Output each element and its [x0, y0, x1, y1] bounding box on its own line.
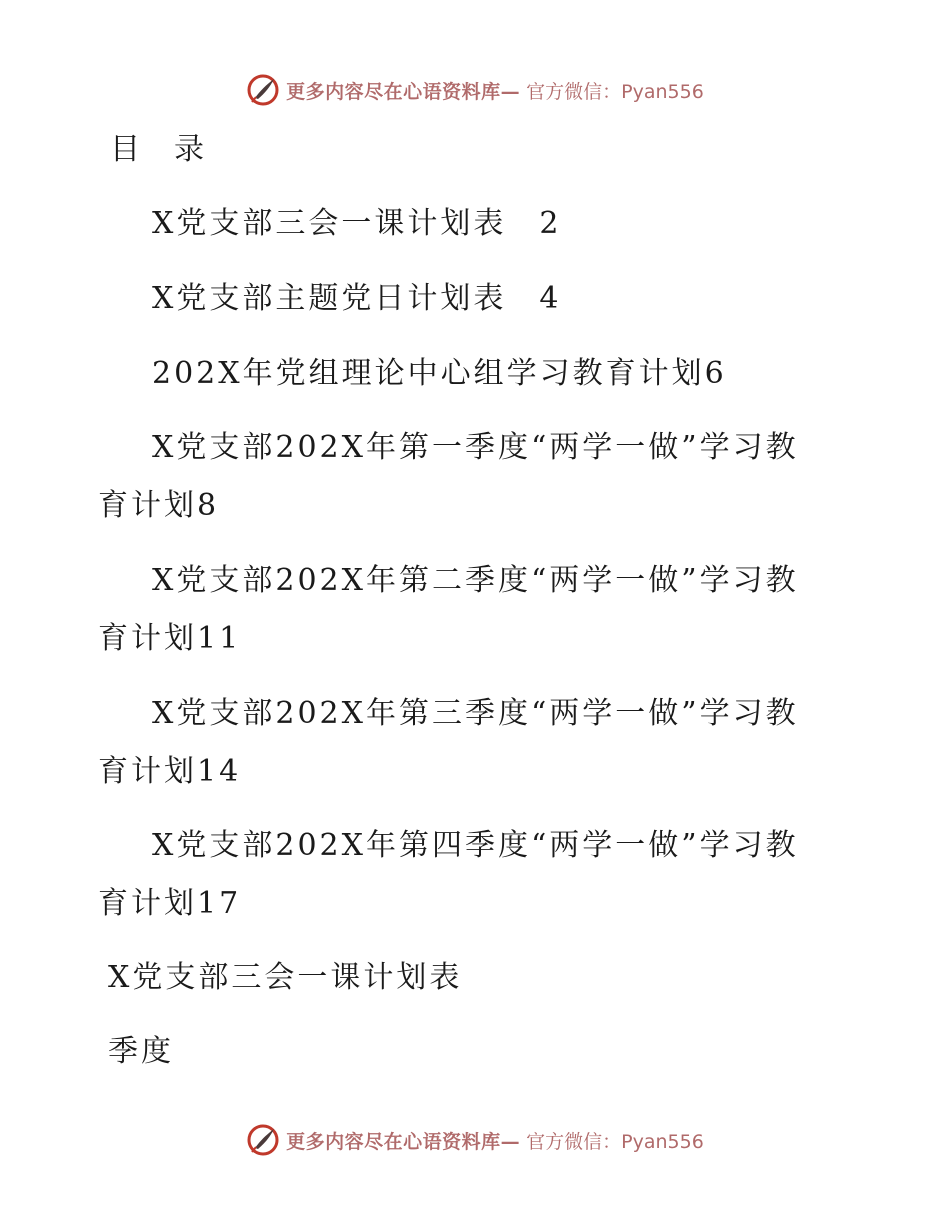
section-title: X党支部三会一课计划表: [108, 960, 463, 995]
section-subtitle: 季度: [108, 1034, 174, 1069]
toc-heading: 目 录: [110, 132, 206, 167]
quill-logo-icon: [246, 73, 280, 107]
toc-entry-5-line-1[interactable]: X党支部202X年第二季度“两学一做”学习教: [152, 563, 799, 598]
toc-entry-7-line-2[interactable]: 育计划17: [98, 886, 242, 921]
toc-entry-1[interactable]: X党支部三会一课计划表 2: [152, 206, 562, 241]
toc-entry-6-line-1[interactable]: X党支部202X年第三季度“两学一做”学习教: [152, 696, 799, 731]
toc-entry-4-line-1[interactable]: X党支部202X年第一季度“两学一做”学习教: [152, 430, 799, 465]
toc-entry-4-line-2[interactable]: 育计划8: [98, 488, 220, 523]
toc-entry-3[interactable]: 202X年党组理论中心组学习教育计划6: [152, 356, 727, 391]
quill-logo-icon: [246, 1123, 280, 1157]
toc-entry-2[interactable]: X党支部主题党日计划表 4: [152, 281, 562, 316]
toc-entry-5-line-2[interactable]: 育计划11: [98, 621, 242, 656]
toc-entry-7-line-1[interactable]: X党支部202X年第四季度“两学一做”学习教: [152, 828, 799, 863]
watermark-banner-top: [0, 70, 950, 110]
watermark-wechat: 官方微信：Pyan556: [526, 1130, 704, 1153]
toc-entry-6-line-2[interactable]: 育计划14: [98, 754, 242, 789]
watermark-text: 更多内容尽在心语资料库—: [286, 80, 521, 103]
watermark-banner-bottom: [0, 1120, 950, 1160]
watermark-text: 更多内容尽在心语资料库—: [286, 1130, 521, 1153]
watermark-wechat: 官方微信：Pyan556: [526, 80, 704, 103]
